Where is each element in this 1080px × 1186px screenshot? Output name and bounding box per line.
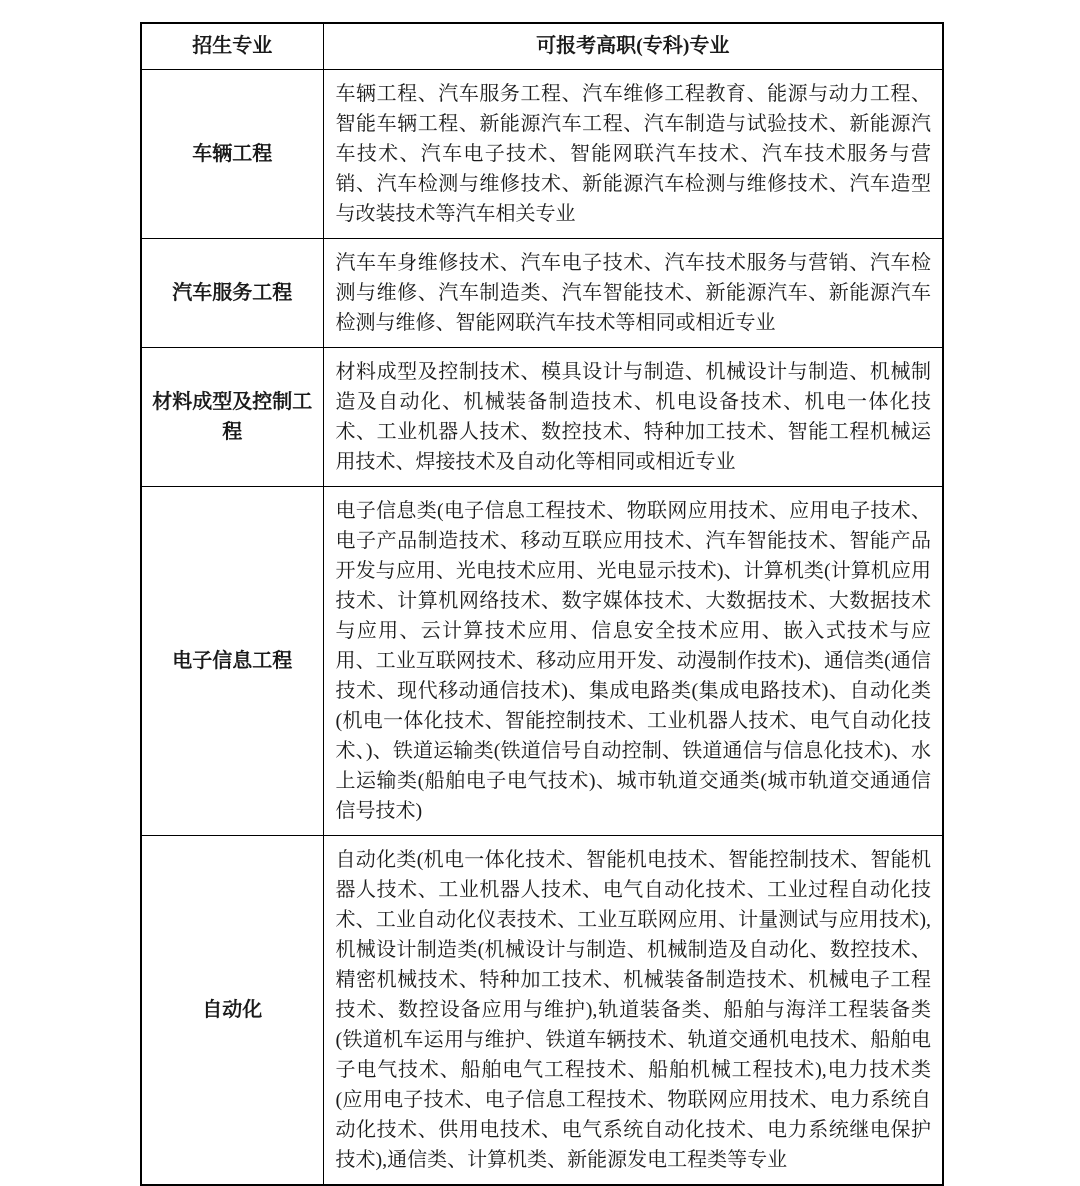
eligible-automotive-service-engineering: 汽车车身维修技术、汽车电子技术、汽车技术服务与营销、汽车检测与维修、汽车制造类、汽车智能技术、新能源汽车、新能源汽车检测与维修、智能网联汽车技术等相同或相近专业 — [323, 238, 943, 347]
eligible-electronic-information-engineering: 电子信息类(电子信息工程技术、物联网应用技术、应用电子技术、电子产品制造技术、移动互联应用技术、汽车智能技术、智能产品开发与应用、光电技术应用、光电显示技术)、计算机类(计算机应用技术、计算机网络技术、数字媒体技术、大数据技术、大数据技术与应用、云计算技术应用、信息安全技术应用、嵌入式技术与应用、工业互联网技术、移动应用开发、动漫制作技术)、通信类(通信技术、现代移动通信技术)、集成电路类(集成电路技术)、自动化类(机电一体化技术、智能控制技术、工业机器人技术、电气自动化技术、)、铁道运输类(铁道信号自动控制、铁道通信与信息化技术)、水上运输类(船舶电子电气技术)、城市轨道交通类(城市轨道交通通信信号技术) — [323, 486, 943, 835]
major-automotive-service-engineering: 汽车服务工程 — [141, 238, 323, 347]
table-row — [141, 835, 943, 1185]
major-electronic-information-engineering: 电子信息工程 — [141, 486, 323, 835]
admission-majors-table — [140, 22, 944, 1186]
eligible-material-forming-control-engineering: 材料成型及控制技术、模具设计与制造、机械设计与制造、机械制造及自动化、机械装备制造技术、机电设备技术、机电一体化技术、工业机器人技术、数控技术、特种加工技术、智能工程机械运用技术、焊接技术及自动化等相同或相近专业 — [323, 347, 943, 486]
major-automation: 自动化 — [141, 835, 323, 1185]
table-header-row — [141, 23, 943, 69]
table-row — [141, 486, 943, 835]
header-admission-major: 招生专业 — [141, 23, 323, 69]
major-vehicle-engineering: 车辆工程 — [141, 69, 323, 238]
header-eligible-majors: 可报考高职(专科)专业 — [323, 23, 943, 69]
table-row — [141, 238, 943, 347]
major-material-forming-control-engineering: 材料成型及控制工程 — [141, 347, 323, 486]
table-row — [141, 69, 943, 238]
eligible-vehicle-engineering: 车辆工程、汽车服务工程、汽车维修工程教育、能源与动力工程、智能车辆工程、新能源汽车工程、汽车制造与试验技术、新能源汽车技术、汽车电子技术、智能网联汽车技术、汽车技术服务与营销、汽车检测与维修技术、新能源汽车检测与维修技术、汽车造型与改装技术等汽车相关专业 — [323, 69, 943, 238]
eligible-automation: 自动化类(机电一体化技术、智能机电技术、智能控制技术、智能机器人技术、工业机器人技术、电气自动化技术、工业过程自动化技术、工业自动化仪表技术、工业互联网应用、计量测试与应用技术),机械设计制造类(机械设计与制造、机械制造及自动化、数控技术、精密机械技术、特种加工技术、机械装备制造技术、机械电子工程技术、数控设备应用与维护),轨道装备类、船舶与海洋工程装备类(铁道机车运用与维护、铁道车辆技术、轨道交通机电技术、船舶电子电气技术、船舶电气工程技术、船舶机械工程技术),电力技术类(应用电子技术、电子信息工程技术、物联网应用技术、电力系统自动化技术、供用电技术、电气系统自动化技术、电力系统继电保护技术),通信类、计算机类、新能源发电工程类等专业 — [323, 835, 943, 1185]
table-row — [141, 347, 943, 486]
